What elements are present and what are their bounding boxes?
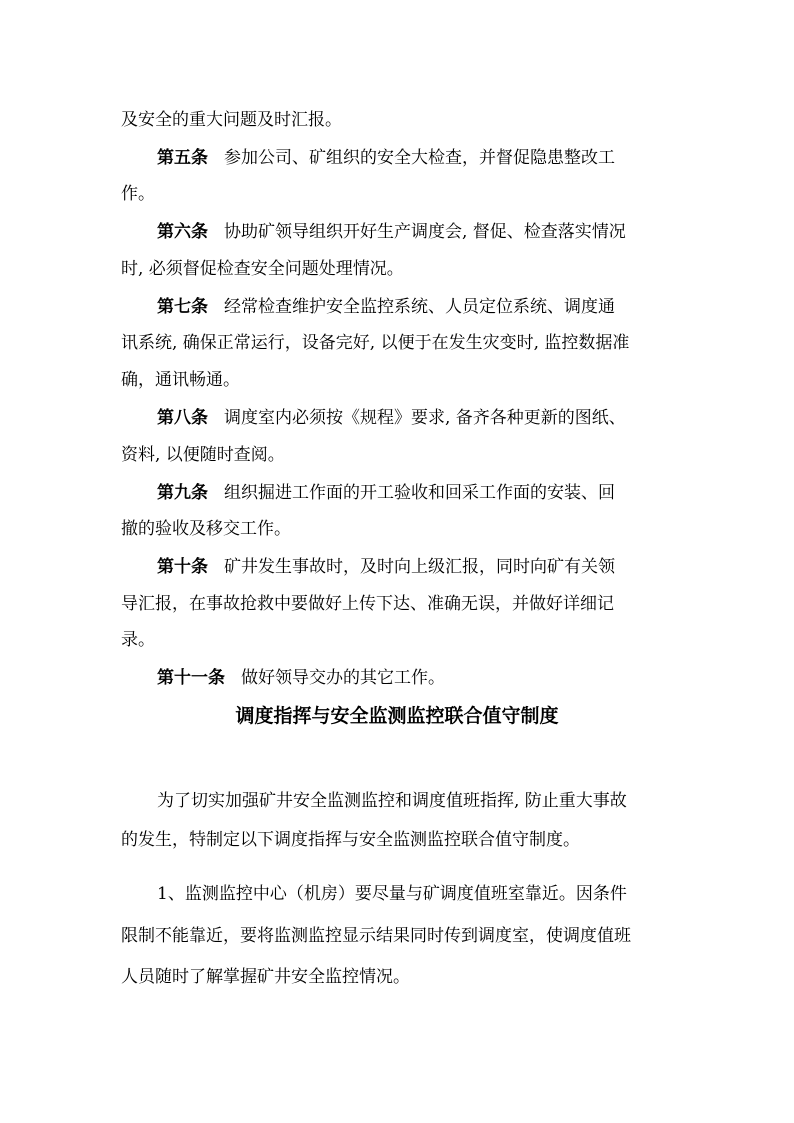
article-text: 矿井发生事故时，及时向上级汇报，同时向矿有关领: [224, 557, 615, 577]
paragraph-line: 为了切实加强矿井安全监测监控和调度值班指挥, 防止重大事故: [157, 791, 627, 811]
paragraph-line: 的发生，特制定以下调度指挥与安全监测监控联合值守制度。: [121, 830, 580, 850]
paragraph-line: 资料, 以便随时查阅。: [121, 445, 285, 465]
paragraph-line: 作。: [121, 184, 155, 204]
paragraph-line: 人员随时了解掌握矿井安全监控情况。: [121, 967, 410, 987]
paragraph-line: 时, 必须督促检查安全问题处理情况。: [121, 259, 404, 279]
article-number: 第八条: [157, 408, 208, 428]
article-8: [157, 407, 626, 429]
article-number: 第六条: [157, 222, 208, 242]
article-number: 第七条: [157, 297, 208, 317]
article-9: [157, 482, 615, 504]
article-number: 第五条: [157, 148, 208, 168]
article-5: [157, 147, 615, 169]
article-text: 参加公司、矿组织的安全大检查，并督促隐患整改工: [224, 148, 615, 168]
article-7: [157, 296, 615, 318]
article-number: 第十一条: [157, 668, 225, 688]
article-number: 第十条: [157, 557, 208, 577]
paragraph-line: 导汇报，在事故抢救中要做好上传下达、准确无误，并做好详细记: [121, 594, 614, 614]
paragraph-line: 讯系统, 确保正常运行，设备完好, 以便于在发生灾变时, 监控数据准: [121, 333, 630, 353]
paragraph-line: 确，通讯畅通。: [121, 370, 240, 390]
paragraph-line: 限制不能靠近，要将监测监控显示结果同时传到调度室，使调度值班: [121, 926, 631, 946]
article-text: 组织掘进工作面的开工验收和回采工作面的安装、回: [224, 483, 615, 503]
paragraph-line: 及安全的重大问题及时汇报。: [121, 110, 342, 130]
article-number: 第九条: [157, 483, 208, 503]
article-11: [157, 667, 445, 689]
section-title: 调度指挥与安全监测监控联合值守制度: [235, 705, 559, 727]
article-text: 经常检查维护安全监控系统、人员定位系统、调度通: [224, 297, 615, 317]
article-6: [157, 221, 626, 243]
paragraph-line: 1、监测监控中心（机房）要尽量与矿调度值班室靠近。因条件: [157, 884, 627, 904]
article-text: 调度室内必须按《规程》要求, 备齐各种更新的图纸、: [224, 408, 626, 428]
paragraph-line: 录。: [121, 630, 155, 650]
article-text: 协助矿领导组织开好生产调度会, 督促、检查落实情况: [224, 222, 626, 242]
article-10: [157, 556, 615, 578]
paragraph-line: 撤的验收及移交工作。: [121, 519, 291, 539]
article-text: 做好领导交办的其它工作。: [241, 668, 445, 688]
